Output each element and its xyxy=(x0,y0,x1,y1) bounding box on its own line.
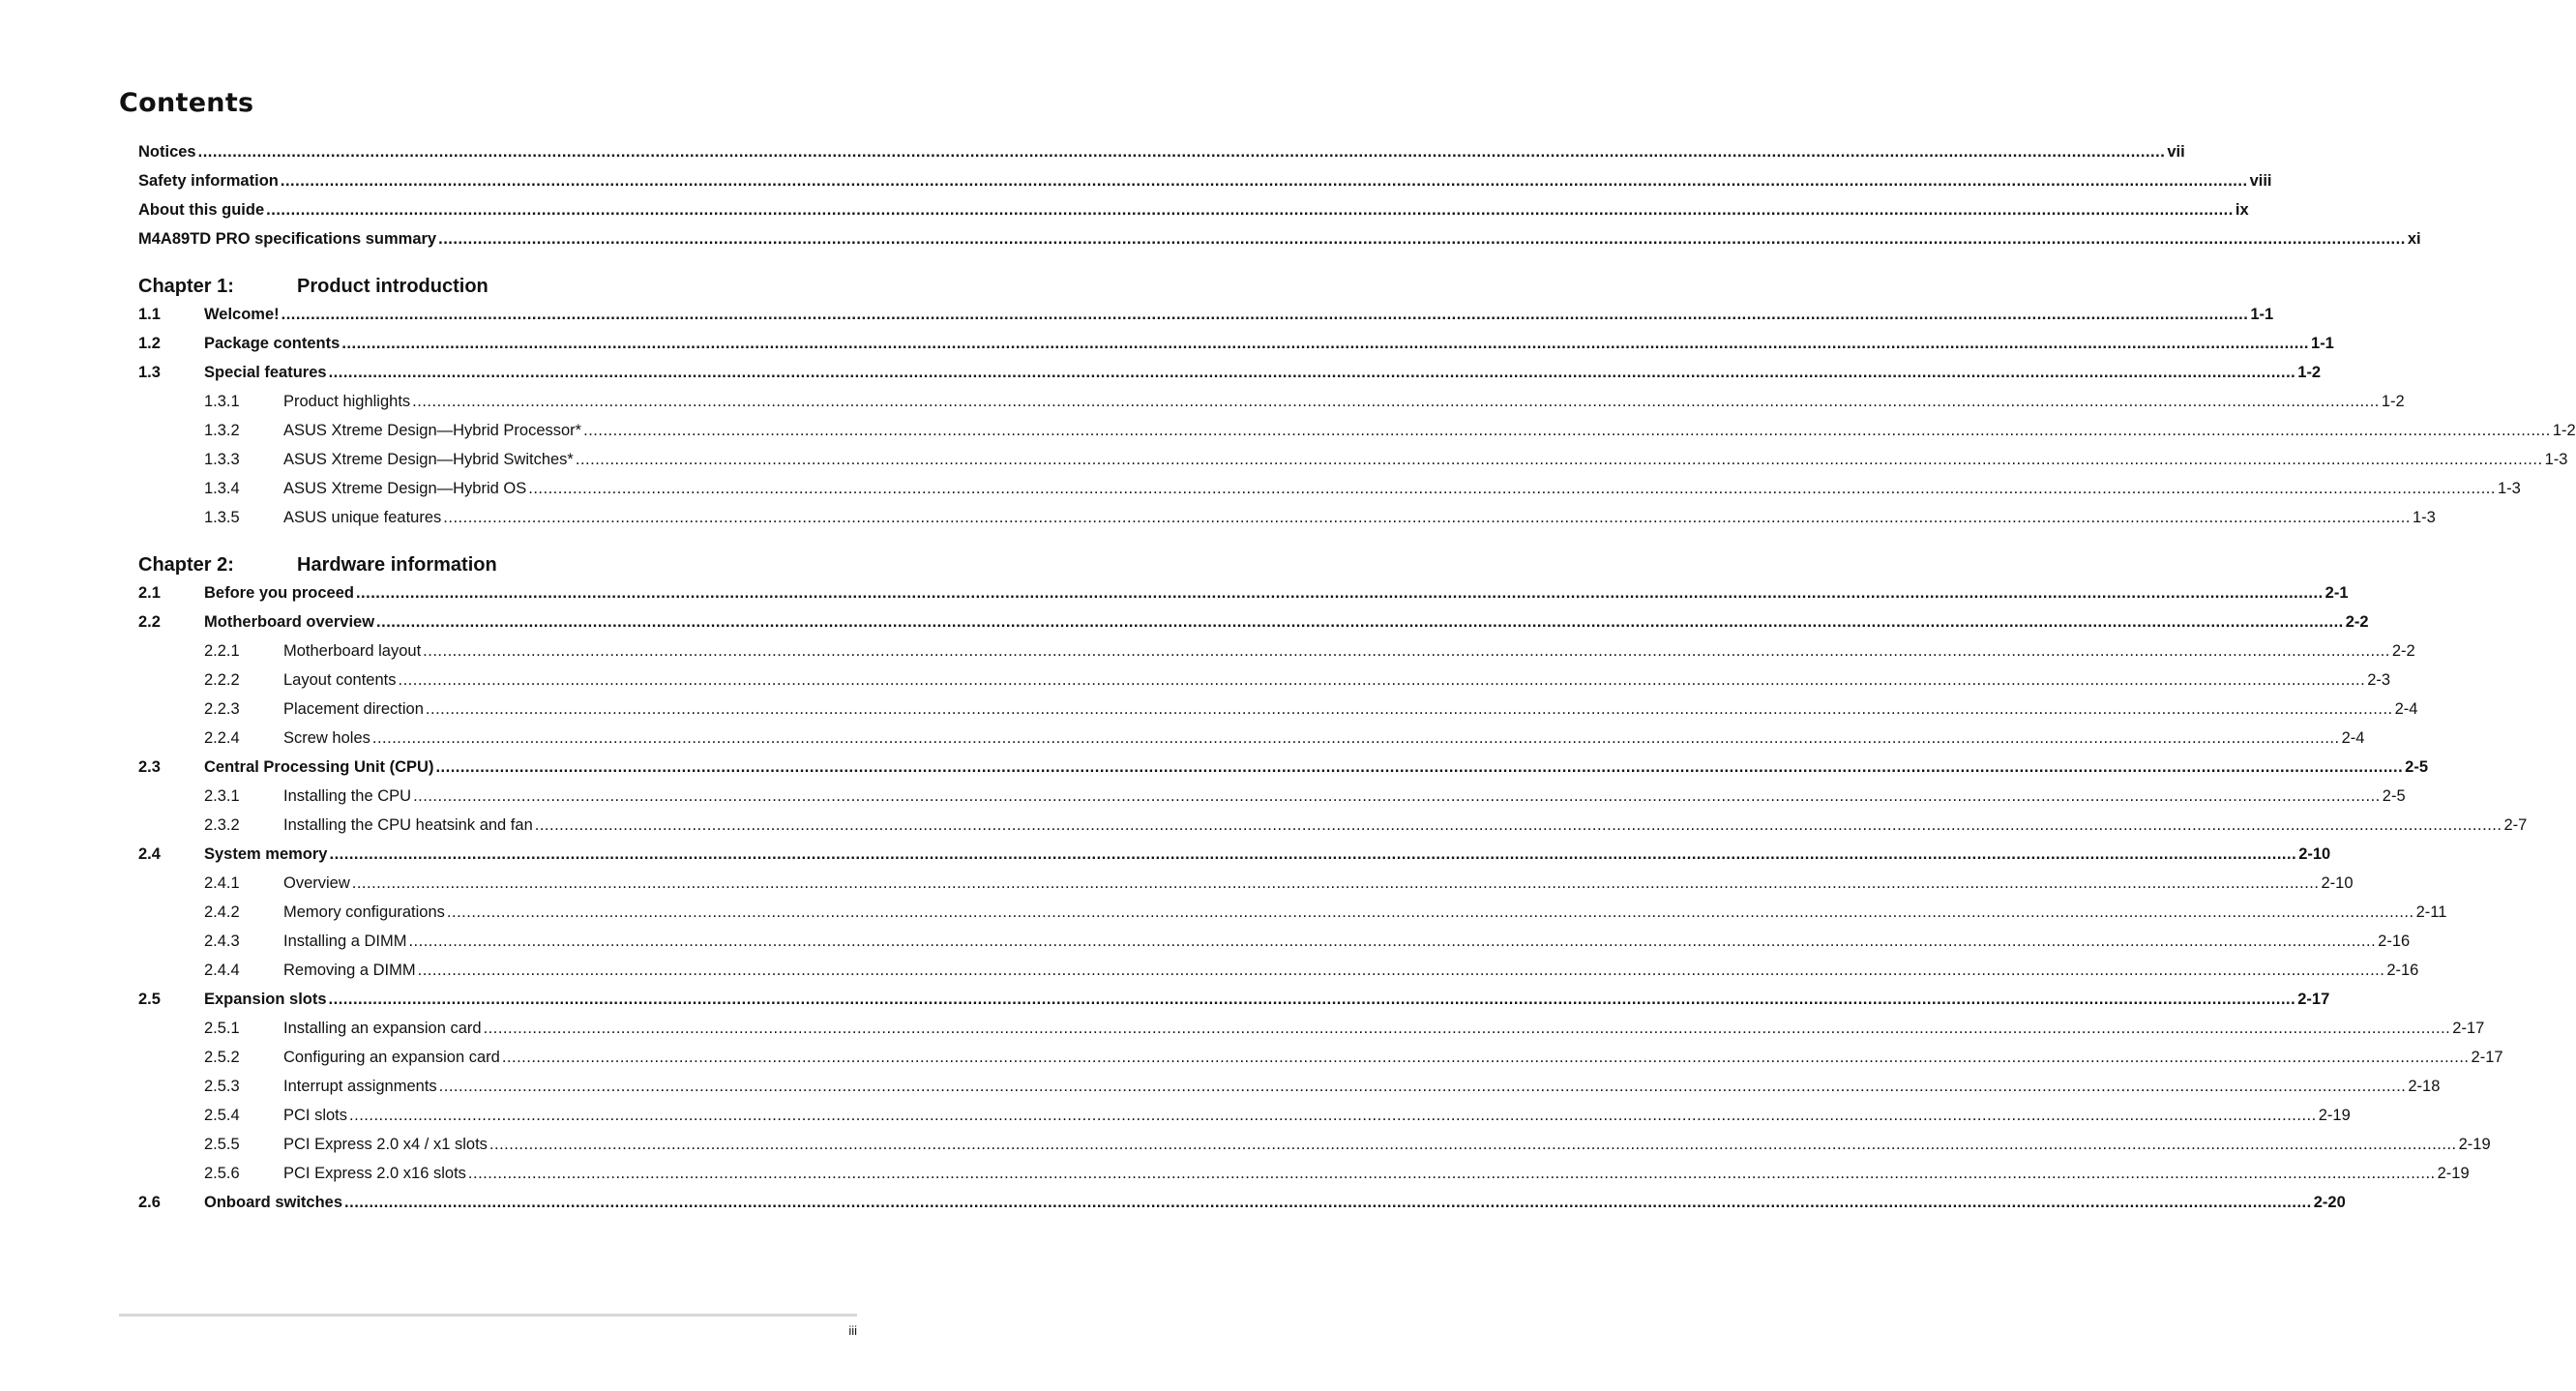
chapter-label: Chapter 1: xyxy=(138,276,234,297)
chapter-heading[interactable] xyxy=(138,532,778,578)
toc-entry-number: 1.3.2 xyxy=(204,422,240,439)
dot-leader: ................................................................................................................................................................................................................................................................................................................................................................................................................ xyxy=(446,903,2414,921)
dot-leader: ................................................................................................................................................................................................................................................................................................................................................................................................................ xyxy=(534,816,2502,834)
chapter-section xyxy=(138,253,2576,532)
toc-section[interactable] xyxy=(138,840,2331,869)
dot-leader: ................................................................................................................................................................................................................................................................................................................................................................................................................ xyxy=(280,172,2248,190)
dot-leader: ................................................................................................................................................................................................................................................................................................................................................................................................................ xyxy=(435,758,2404,776)
toc-entry-number: 2.5 xyxy=(138,991,161,1008)
toc-subsection[interactable] xyxy=(138,869,2354,898)
toc-subsection[interactable] xyxy=(138,1043,2503,1072)
toc-entry-number: 2.5.3 xyxy=(204,1078,240,1095)
toc-subsection[interactable] xyxy=(138,782,2406,811)
page-title: Contents xyxy=(119,88,254,118)
chapter-title: Hardware information xyxy=(297,554,497,576)
toc-entry-page: 1-2 xyxy=(2297,364,2322,381)
toc-entry-number: 2.3.1 xyxy=(204,787,240,805)
toc-entry-page: 2-2 xyxy=(2345,613,2369,631)
toc-entry-title: Installing the CPU heatsink and fan xyxy=(283,816,533,834)
toc-entry-page: 2-5 xyxy=(2405,758,2429,776)
toc-entry-page: 2-19 xyxy=(2318,1107,2351,1124)
toc-entry-number: 2.3.2 xyxy=(204,816,240,834)
toc-entry-title: Layout contents xyxy=(283,671,397,689)
toc-subsection[interactable] xyxy=(138,1072,2441,1101)
toc-entry-title: M4A89TD PRO specifications summary xyxy=(138,230,437,248)
dot-leader: ................................................................................................................................................................................................................................................................................................................................................................................................................ xyxy=(583,422,2551,439)
chapter-label: Chapter 2: xyxy=(138,554,234,576)
toc-entry-title: Product highlights xyxy=(283,393,411,410)
dot-leader: ................................................................................................................................................................................................................................................................................................................................................................................................................ xyxy=(197,143,2166,161)
toc-entry-title: Package contents xyxy=(204,335,341,352)
toc-subsection[interactable] xyxy=(138,927,2411,956)
dot-leader: ................................................................................................................................................................................................................................................................................................................................................................................................................ xyxy=(371,729,2340,747)
toc-entry-title: Safety information xyxy=(138,172,279,190)
toc-entry-number: 2.5.2 xyxy=(204,1049,240,1066)
toc-entry[interactable] xyxy=(138,137,2185,166)
toc-section[interactable] xyxy=(138,985,2330,1014)
toc-entry-page: 2-5 xyxy=(2382,787,2406,805)
toc-entry-title: Before you proceed xyxy=(204,584,354,602)
toc-entry-title: Screw holes xyxy=(283,729,370,747)
toc-entry-title: Motherboard overview xyxy=(204,613,375,631)
toc-entry-number: 2.5.4 xyxy=(204,1107,240,1124)
toc-entry-page: 2-17 xyxy=(2452,1020,2485,1037)
toc-entry-title: Interrupt assignments xyxy=(283,1078,437,1095)
toc-entry-number: 1.1 xyxy=(138,306,161,323)
toc-entry-number: 2.6 xyxy=(138,1194,161,1211)
page-number: iii xyxy=(848,1323,857,1338)
toc-entry-page: 2-7 xyxy=(2503,816,2528,834)
toc-entry-number: 2.2 xyxy=(138,613,161,631)
toc-entry-number: 1.3 xyxy=(138,364,161,381)
toc-entry-page: 2-4 xyxy=(2394,700,2418,718)
toc-entry-title: Special features xyxy=(204,364,327,381)
toc-entry-title: Installing an expansion card xyxy=(283,1020,482,1037)
toc-subsection[interactable] xyxy=(138,695,2418,724)
toc-entry-number: 2.4.4 xyxy=(204,962,240,979)
toc-entry-number: 1.3.4 xyxy=(204,480,240,497)
chapter-heading[interactable] xyxy=(138,253,778,300)
dot-leader: ................................................................................................................................................................................................................................................................................................................................................................................................................ xyxy=(266,201,2234,219)
toc-entry-page: xi xyxy=(2407,230,2421,248)
dot-leader: ................................................................................................................................................................................................................................................................................................................................................................................................................ xyxy=(344,1194,2312,1211)
toc-entry-title: Memory configurations xyxy=(283,903,445,921)
toc-entry-title: About this guide xyxy=(138,201,265,219)
toc-entry-number: 2.2.3 xyxy=(204,700,240,718)
table-of-contents xyxy=(138,137,2576,1217)
dot-leader: ................................................................................................................................................................................................................................................................................................................................................................................................................ xyxy=(349,1107,2317,1124)
toc-entry-title: Removing a DIMM xyxy=(283,962,416,979)
toc-entry-page: 2-16 xyxy=(2378,932,2411,950)
toc-entry-page: 2-16 xyxy=(2386,962,2419,979)
toc-entry-number: 2.5.1 xyxy=(204,1020,240,1037)
dot-leader: ................................................................................................................................................................................................................................................................................................................................................................................................................ xyxy=(438,230,2406,248)
dot-leader: ................................................................................................................................................................................................................................................................................................................................................................................................................ xyxy=(412,393,2380,410)
toc-entry-page: 1-1 xyxy=(2250,306,2274,323)
dot-leader: ................................................................................................................................................................................................................................................................................................................................................................................................................ xyxy=(501,1049,2470,1066)
toc-section[interactable] xyxy=(138,300,2274,329)
toc-subsection[interactable] xyxy=(138,898,2447,927)
dot-leader: ................................................................................................................................................................................................................................................................................................................................................................................................................ xyxy=(528,480,2496,497)
dot-leader: ................................................................................................................................................................................................................................................................................................................................................................................................................ xyxy=(425,700,2393,718)
toc-entry-page: 1-3 xyxy=(2497,480,2521,497)
toc-entry-title: Placement direction xyxy=(283,700,424,718)
toc-subsection[interactable] xyxy=(138,1130,2491,1159)
toc-section[interactable] xyxy=(138,578,2349,607)
dot-leader: ................................................................................................................................................................................................................................................................................................................................................................................................................ xyxy=(398,671,2366,689)
toc-entry[interactable] xyxy=(138,224,2421,253)
toc-entry-title: Installing the CPU xyxy=(283,787,412,805)
toc-entry-title: Configuring an expansion card xyxy=(283,1049,500,1066)
toc-entry-title: Overview xyxy=(283,874,350,892)
toc-entry-page: 1-2 xyxy=(2381,393,2405,410)
chapter-section xyxy=(138,532,2528,1217)
dot-leader: ................................................................................................................................................................................................................................................................................................................................................................................................................ xyxy=(351,874,2320,892)
toc-entry-title: ASUS Xtreme Design—Hybrid OS xyxy=(283,480,527,497)
toc-entry-number: 1.3.3 xyxy=(204,451,240,468)
toc-entry-page: 2-11 xyxy=(2415,903,2447,921)
toc-entry-number: 2.4.3 xyxy=(204,932,240,950)
toc-entry-page: 1-2 xyxy=(2552,422,2576,439)
dot-leader: ................................................................................................................................................................................................................................................................................................................................................................................................................ xyxy=(483,1020,2451,1037)
toc-entry-page: 2-10 xyxy=(2298,845,2331,863)
dot-leader: ................................................................................................................................................................................................................................................................................................................................................................................................................ xyxy=(575,451,2543,468)
dot-leader: ................................................................................................................................................................................................................................................................................................................................................................................................................ xyxy=(438,1078,2407,1095)
chapter-list xyxy=(138,253,2576,1217)
toc-entry-number: 2.5.6 xyxy=(204,1165,240,1182)
dot-leader: ................................................................................................................................................................................................................................................................................................................................................................................................................ xyxy=(423,642,2390,660)
toc-entry-page: 2-17 xyxy=(2297,991,2330,1008)
toc-entry-title: Central Processing Unit (CPU) xyxy=(204,758,434,776)
toc-subsection[interactable] xyxy=(138,474,2521,503)
toc-entry-page: 2-1 xyxy=(2324,584,2349,602)
dot-leader: ................................................................................................................................................................................................................................................................................................................................................................................................................ xyxy=(328,991,2296,1008)
dot-leader: ................................................................................................................................................................................................................................................................................................................................................................................................................ xyxy=(408,932,2377,950)
toc-subsection[interactable] xyxy=(138,387,2405,416)
toc-entry-title: ASUS unique features xyxy=(283,509,442,526)
dot-leader: ................................................................................................................................................................................................................................................................................................................................................................................................................ xyxy=(329,845,2297,863)
toc-entry-page: 2-19 xyxy=(2437,1165,2470,1182)
toc-entry-page: 1-3 xyxy=(2544,451,2568,468)
dot-leader: ................................................................................................................................................................................................................................................................................................................................................................................................................ xyxy=(376,613,2344,631)
toc-subsection[interactable] xyxy=(138,666,2391,695)
toc-entry-title: Expansion slots xyxy=(204,991,327,1008)
toc-entry-title: ASUS Xtreme Design—Hybrid Processor* xyxy=(283,422,582,439)
toc-entry-page: 2-20 xyxy=(2313,1194,2346,1211)
toc-entry-title: Installing a DIMM xyxy=(283,932,407,950)
toc-entry[interactable] xyxy=(138,166,2272,195)
toc-entry-number: 2.2.4 xyxy=(204,729,240,747)
toc-entry-page: vii xyxy=(2167,143,2185,161)
toc-entry-number: 2.2.2 xyxy=(204,671,240,689)
toc-entry-number: 2.2.1 xyxy=(204,642,240,660)
toc-subsection[interactable] xyxy=(138,724,2365,753)
dot-leader: ................................................................................................................................................................................................................................................................................................................................................................................................................ xyxy=(413,787,2381,805)
toc-subsection[interactable] xyxy=(138,416,2576,445)
toc-entry-page: 1-1 xyxy=(2311,335,2334,352)
toc-section[interactable] xyxy=(138,753,2429,782)
dot-leader: ................................................................................................................................................................................................................................................................................................................................................................................................................ xyxy=(489,1136,2457,1153)
dot-leader: ................................................................................................................................................................................................................................................................................................................................................................................................................ xyxy=(443,509,2411,526)
toc-subsection[interactable] xyxy=(138,811,2528,840)
toc-entry-title: Welcome! xyxy=(204,306,280,323)
toc-entry-number: 2.3 xyxy=(138,758,161,776)
toc-subsection[interactable] xyxy=(138,636,2415,666)
toc-entry[interactable] xyxy=(138,195,2249,224)
toc-entry-page: 1-3 xyxy=(2412,509,2436,526)
dot-leader: ................................................................................................................................................................................................................................................................................................................................................................................................................ xyxy=(467,1165,2436,1182)
toc-subsection[interactable] xyxy=(138,445,2568,474)
dot-leader: ................................................................................................................................................................................................................................................................................................................................................................................................................ xyxy=(355,584,2324,602)
toc-entry-page: ix xyxy=(2235,201,2249,219)
toc-section[interactable] xyxy=(138,358,2322,387)
toc-entry-page: viii xyxy=(2249,172,2272,190)
toc-entry-title: ASUS Xtreme Design—Hybrid Switches* xyxy=(283,451,574,468)
toc-subsection[interactable] xyxy=(138,1159,2470,1188)
dot-leader: ................................................................................................................................................................................................................................................................................................................................................................................................................ xyxy=(281,306,2249,323)
toc-subsection[interactable] xyxy=(138,1014,2485,1043)
toc-entry-title: Notices xyxy=(138,143,196,161)
toc-section[interactable] xyxy=(138,329,2334,358)
toc-entry-title: Motherboard layout xyxy=(283,642,422,660)
toc-entry-title: PCI Express 2.0 x16 slots xyxy=(283,1165,466,1182)
dot-leader: ................................................................................................................................................................................................................................................................................................................................................................................................................ xyxy=(328,364,2296,381)
toc-entry-number: 2.4.1 xyxy=(204,874,240,892)
toc-entry-page: 2-3 xyxy=(2367,671,2391,689)
toc-entry-page: 2-19 xyxy=(2458,1136,2491,1153)
toc-entry-page: 2-17 xyxy=(2471,1049,2503,1066)
toc-entry-title: PCI Express 2.0 x4 / x1 slots xyxy=(283,1136,488,1153)
toc-entry-number: 2.5.5 xyxy=(204,1136,240,1153)
dot-leader: ................................................................................................................................................................................................................................................................................................................................................................................................................ xyxy=(341,335,2310,352)
toc-subsection[interactable] xyxy=(138,503,2436,532)
toc-entry-page: 2-18 xyxy=(2408,1078,2441,1095)
toc-subsection[interactable] xyxy=(138,1101,2351,1130)
toc-entry-title: PCI slots xyxy=(283,1107,348,1124)
toc-entry-number: 1.3.1 xyxy=(204,393,240,410)
dot-leader: ................................................................................................................................................................................................................................................................................................................................................................................................................ xyxy=(417,962,2385,979)
front-matter-list xyxy=(138,137,2421,253)
toc-entry-page: 2-10 xyxy=(2321,874,2354,892)
toc-entry-number: 2.4.2 xyxy=(204,903,240,921)
toc-entry-number: 2.1 xyxy=(138,584,161,602)
toc-entry-page: 2-4 xyxy=(2341,729,2365,747)
footer-divider xyxy=(119,1314,857,1317)
toc-entry-number: 1.2 xyxy=(138,335,161,352)
toc-entry-title: System memory xyxy=(204,845,328,863)
toc-subsection[interactable] xyxy=(138,956,2419,985)
toc-entry-page: 2-2 xyxy=(2391,642,2415,660)
toc-section[interactable] xyxy=(138,607,2369,636)
chapter-title: Product introduction xyxy=(297,276,489,297)
toc-entry-title: Onboard switches xyxy=(204,1194,343,1211)
toc-entry-number: 2.4 xyxy=(138,845,161,863)
toc-entry-number: 1.3.5 xyxy=(204,509,240,526)
toc-section[interactable] xyxy=(138,1188,2346,1217)
